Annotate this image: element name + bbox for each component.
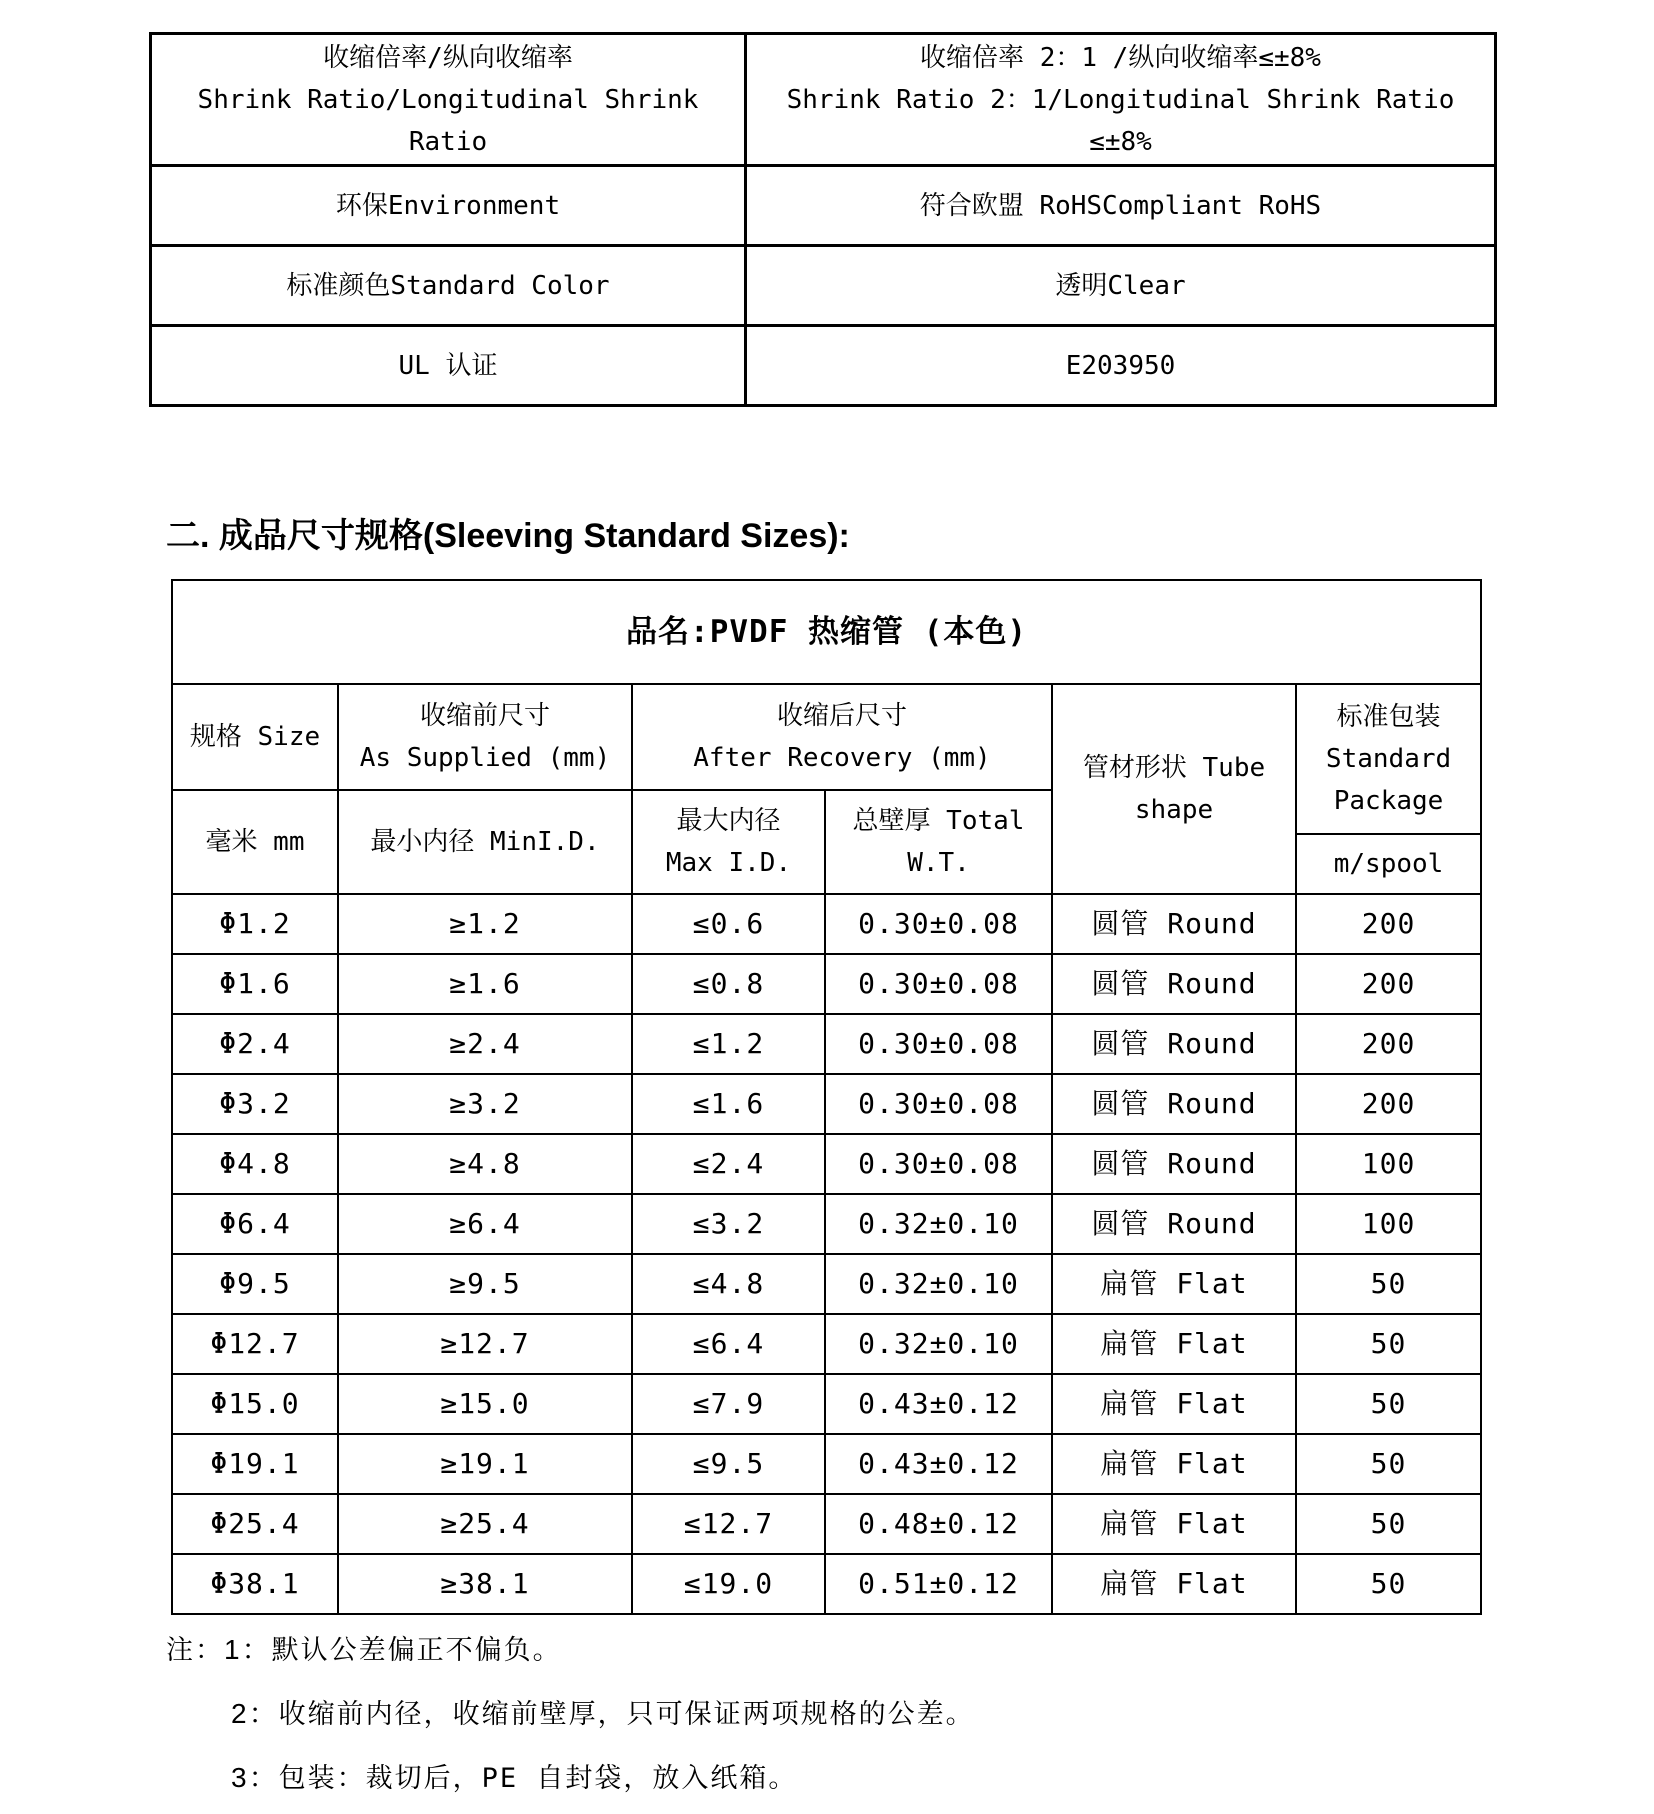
- cell-max-id: ≤3.2: [632, 1194, 825, 1254]
- cell-package: 100: [1296, 1194, 1481, 1254]
- spec-value: 符合欧盟 RoHSCompliant RoHS: [746, 166, 1496, 246]
- spec-label-line: Shrink Ratio/Longitudinal Shrink: [197, 84, 699, 115]
- cell-size: Φ2.4: [172, 1014, 338, 1074]
- header-as-supplied: [338, 684, 632, 790]
- cell-shape: 圆管 Round: [1052, 954, 1296, 1014]
- note-1: [166, 1628, 562, 1668]
- header-wall: [825, 790, 1052, 894]
- cell-size: Φ6.4: [172, 1194, 338, 1254]
- cell-wall: 0.30±0.08: [825, 1014, 1052, 1074]
- spec-value-line: 收缩倍率 2：1 /纵向收缩率≤±8%: [920, 42, 1321, 73]
- cell-wall: 0.48±0.12: [825, 1494, 1052, 1554]
- note-text: 包装：裁切后，PE 自封袋，放入纸箱。: [278, 1763, 798, 1794]
- spec-label-line: Ratio: [408, 126, 488, 157]
- note-2: [231, 1692, 975, 1732]
- cell-package: 50: [1296, 1554, 1481, 1614]
- table-row: [172, 1434, 1481, 1494]
- cell-wall: 0.32±0.10: [825, 1314, 1052, 1374]
- header-package-en: Package: [1333, 786, 1444, 816]
- table-row: [172, 1554, 1481, 1614]
- cell-package: 200: [1296, 1074, 1481, 1134]
- header-after-recovery-en: After Recovery (mm): [693, 743, 991, 773]
- cell-min-id: ≥1.6: [338, 954, 632, 1014]
- cell-min-id: ≥15.0: [338, 1374, 632, 1434]
- table-row: [172, 954, 1481, 1014]
- cell-wall: 0.32±0.10: [825, 1254, 1052, 1314]
- cell-max-id: ≤1.2: [632, 1014, 825, 1074]
- cell-shape: 扁管 Flat: [1052, 1494, 1296, 1554]
- note-number: 1：: [224, 1634, 272, 1665]
- cell-shape: 圆管 Round: [1052, 1014, 1296, 1074]
- header-wall-cn: 总壁厚 Total: [852, 806, 1025, 836]
- cell-wall: 0.51±0.12: [825, 1554, 1052, 1614]
- cell-size: Φ3.2: [172, 1074, 338, 1134]
- cell-package: 200: [1296, 954, 1481, 1014]
- spec-label: UL 认证: [151, 326, 746, 406]
- spec-row-ul: [151, 326, 1496, 406]
- cell-min-id: ≥9.5: [338, 1254, 632, 1314]
- header-tube-shape: [1052, 684, 1296, 894]
- spec-label-line: 收缩倍率/纵向收缩率: [323, 42, 573, 73]
- cell-size: Φ4.8: [172, 1134, 338, 1194]
- spec-row-color: [151, 246, 1496, 326]
- cell-wall: 0.30±0.08: [825, 954, 1052, 1014]
- header-tube-shape-en: shape: [1134, 795, 1214, 825]
- cell-package: 200: [1296, 1014, 1481, 1074]
- header-tube-shape-cn: 管材形状 Tube: [1082, 753, 1266, 783]
- header-package-en: Standard: [1325, 744, 1452, 774]
- spec-value: [746, 34, 1496, 166]
- cell-package: 100: [1296, 1134, 1481, 1194]
- table-row: [172, 1134, 1481, 1194]
- cell-package: 50: [1296, 1374, 1481, 1434]
- header-max-id-cn: 最大内径: [676, 806, 781, 836]
- cell-min-id: ≥25.4: [338, 1494, 632, 1554]
- cell-max-id: ≤12.7: [632, 1494, 825, 1554]
- cell-wall: 0.30±0.08: [825, 894, 1052, 954]
- table-row: [172, 1014, 1481, 1074]
- cell-size: Φ19.1: [172, 1434, 338, 1494]
- cell-shape: 扁管 Flat: [1052, 1314, 1296, 1374]
- cell-size: Φ25.4: [172, 1494, 338, 1554]
- cell-shape: 扁管 Flat: [1052, 1374, 1296, 1434]
- cell-wall: 0.30±0.08: [825, 1074, 1052, 1134]
- table-row: [172, 1074, 1481, 1134]
- cell-min-id: ≥19.1: [338, 1434, 632, 1494]
- cell-max-id: ≤4.8: [632, 1254, 825, 1314]
- spec-label: 标准颜色Standard Color: [151, 246, 746, 326]
- table-row: [172, 1494, 1481, 1554]
- cell-min-id: ≥6.4: [338, 1194, 632, 1254]
- cell-max-id: ≤1.6: [632, 1074, 825, 1134]
- cell-min-id: ≥4.8: [338, 1134, 632, 1194]
- cell-shape: 圆管 Round: [1052, 1194, 1296, 1254]
- cell-max-id: ≤9.5: [632, 1434, 825, 1494]
- spec-row-shrink-ratio: [151, 34, 1496, 166]
- note-3: [231, 1756, 797, 1796]
- spec-label: [151, 34, 746, 166]
- section-heading: 二. 成品尺寸规格(Sleeving Standard Sizes):: [166, 517, 850, 555]
- spec-row-environment: [151, 166, 1496, 246]
- note-number: 2：: [231, 1698, 279, 1729]
- product-title-row: [172, 580, 1481, 684]
- table-row: [172, 1254, 1481, 1314]
- header-package: [1296, 684, 1481, 834]
- spec-value: E203950: [746, 326, 1496, 406]
- spec-value-line: Shrink Ratio 2：1/Longitudinal Shrink Ratio: [786, 84, 1455, 115]
- cell-size: Φ15.0: [172, 1374, 338, 1434]
- cell-wall: 0.43±0.12: [825, 1434, 1052, 1494]
- cell-max-id: ≤2.4: [632, 1134, 825, 1194]
- header-max-id: [632, 790, 825, 894]
- header-package-cn: 标准包装: [1336, 702, 1441, 732]
- table-row: [172, 1194, 1481, 1254]
- spec-label: 环保Environment: [151, 166, 746, 246]
- cell-shape: 圆管 Round: [1052, 1074, 1296, 1134]
- header-min-id: 最小内径 MinI.D.: [338, 790, 632, 894]
- size-table: [171, 579, 1482, 1615]
- cell-size: Φ38.1: [172, 1554, 338, 1614]
- cell-shape: 扁管 Flat: [1052, 1434, 1296, 1494]
- header-wall-en: W.T.: [907, 848, 970, 878]
- spec-value: 透明Clear: [746, 246, 1496, 326]
- cell-min-id: ≥3.2: [338, 1074, 632, 1134]
- cell-shape: 扁管 Flat: [1052, 1554, 1296, 1614]
- header-after-recovery: [632, 684, 1052, 790]
- cell-size: Φ1.6: [172, 954, 338, 1014]
- cell-package: 50: [1296, 1494, 1481, 1554]
- table-row: [172, 1374, 1481, 1434]
- cell-max-id: ≤19.0: [632, 1554, 825, 1614]
- table-row: [172, 1314, 1481, 1374]
- cell-min-id: ≥1.2: [338, 894, 632, 954]
- header-row-1: [172, 684, 1481, 790]
- cell-size: Φ9.5: [172, 1254, 338, 1314]
- header-size-unit: 毫米 mm: [172, 790, 338, 894]
- cell-package: 50: [1296, 1314, 1481, 1374]
- product-title: 品名:PVDF 热缩管 (本色): [172, 580, 1481, 684]
- cell-wall: 0.43±0.12: [825, 1374, 1052, 1434]
- cell-package: 50: [1296, 1254, 1481, 1314]
- note-number: 3：: [231, 1762, 279, 1793]
- cell-shape: 圆管 Round: [1052, 894, 1296, 954]
- cell-wall: 0.32±0.10: [825, 1194, 1052, 1254]
- cell-max-id: ≤0.6: [632, 894, 825, 954]
- cell-max-id: ≤0.8: [632, 954, 825, 1014]
- spec-value-line: ≤±8%: [1089, 126, 1152, 157]
- table-row: [172, 894, 1481, 954]
- cell-package: 50: [1296, 1434, 1481, 1494]
- header-package-unit: m/spool: [1296, 834, 1481, 894]
- cell-size: Φ12.7: [172, 1314, 338, 1374]
- cell-min-id: ≥2.4: [338, 1014, 632, 1074]
- cell-max-id: ≤6.4: [632, 1314, 825, 1374]
- header-max-id-en: Max I.D.: [665, 848, 792, 878]
- note-text: 收缩前内径，收缩前壁厚，只可保证两项规格的公差。: [278, 1699, 975, 1730]
- header-size: 规格 Size: [172, 684, 338, 790]
- header-as-supplied-cn: 收缩前尺寸: [419, 701, 550, 731]
- cell-max-id: ≤7.9: [632, 1374, 825, 1434]
- cell-shape: 扁管 Flat: [1052, 1254, 1296, 1314]
- header-after-recovery-cn: 收缩后尺寸: [776, 701, 907, 731]
- header-as-supplied-en: As Supplied (mm): [359, 743, 611, 773]
- cell-min-id: ≥38.1: [338, 1554, 632, 1614]
- note-prefix: 注：: [166, 1635, 224, 1666]
- spec-table: [149, 32, 1497, 407]
- cell-wall: 0.30±0.08: [825, 1134, 1052, 1194]
- cell-shape: 圆管 Round: [1052, 1134, 1296, 1194]
- cell-min-id: ≥12.7: [338, 1314, 632, 1374]
- note-text: 默认公差偏正不偏负。: [271, 1635, 562, 1666]
- cell-size: Φ1.2: [172, 894, 338, 954]
- cell-package: 200: [1296, 894, 1481, 954]
